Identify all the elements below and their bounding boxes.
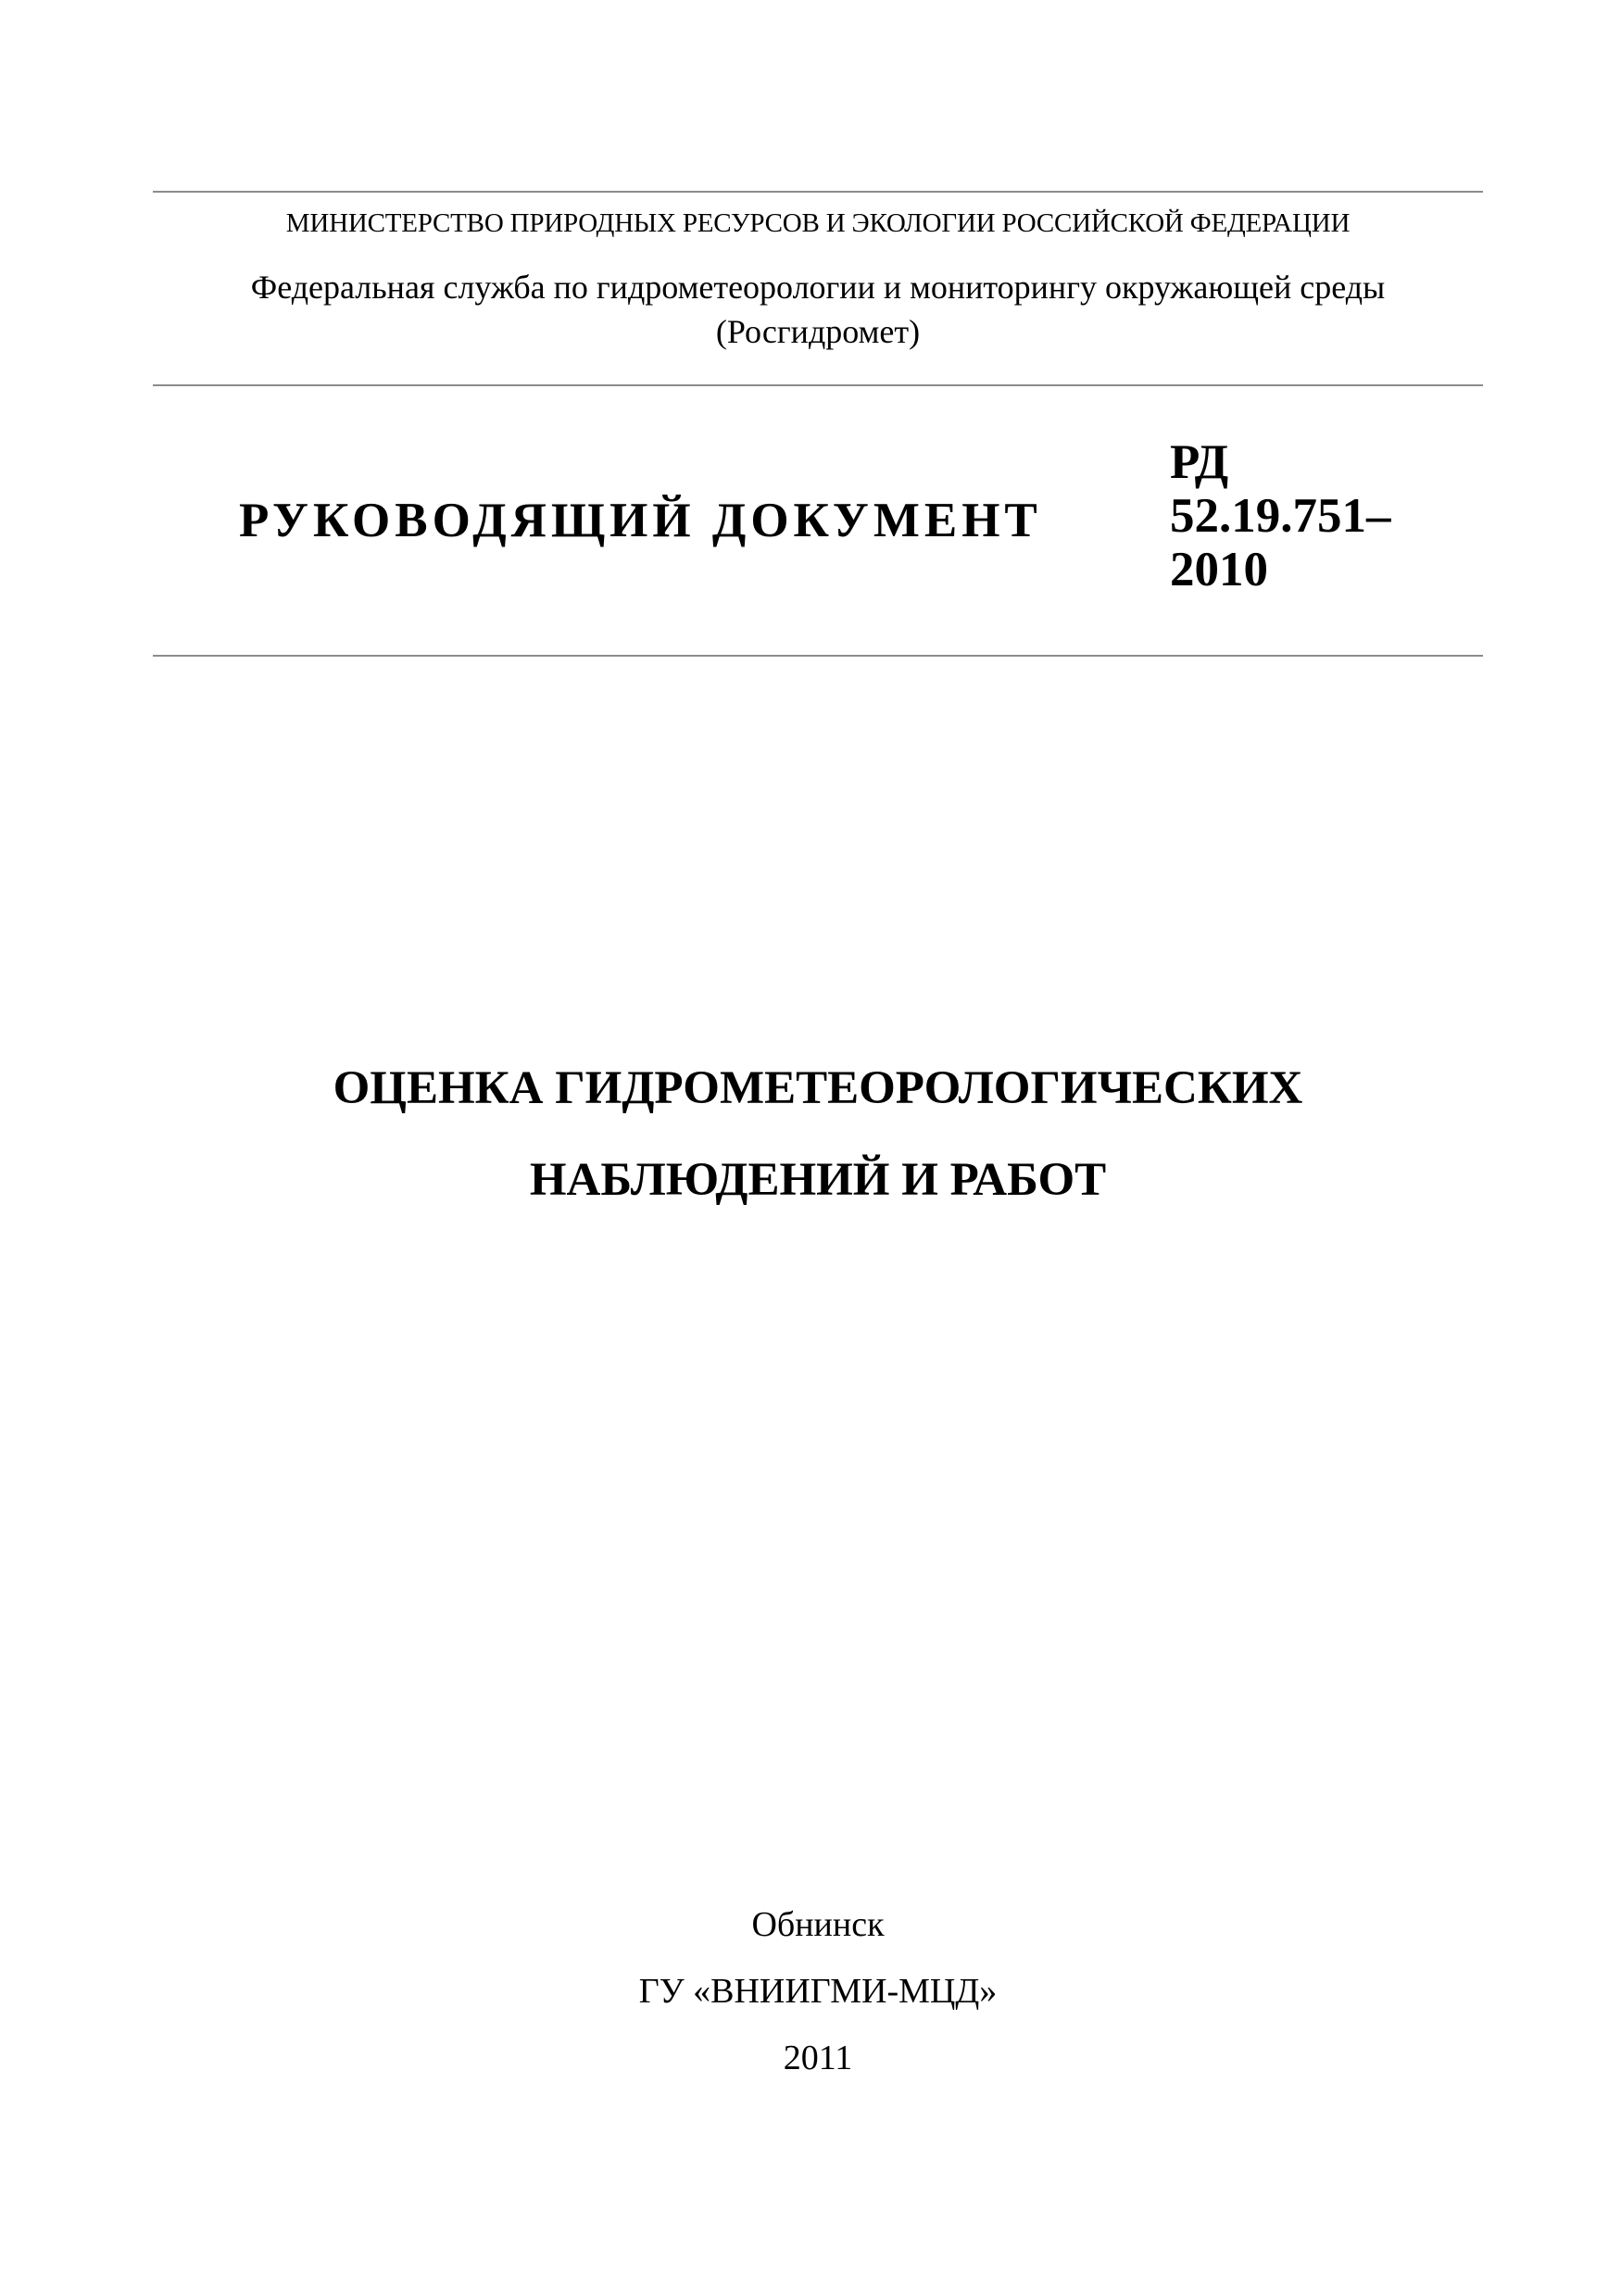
page-title-line: ОЦЕНКА ГИДРОМЕТЕОРОЛОГИЧЕСКИХ [333,1062,1303,1114]
document-code-year: 2010 [1170,543,1268,596]
imprint [153,1891,1483,2091]
service-name [153,265,1483,354]
document-type: РУКОВОДЯЩИЙ ДОКУМЕНТ [239,494,1042,547]
header-divider [153,384,1483,386]
page-title [153,1043,1483,1226]
top-divider [153,191,1483,193]
service-name-line: Федеральная служба по гидрометеорологии и мониторингу окружающей среды [250,269,1386,306]
imprint-city: Обнинск [751,1905,885,1944]
imprint-publisher: ГУ «ВНИИГМИ-МЦД» [638,1972,998,2011]
page-title-line: НАБЛЮДЕНИЙ И РАБОТ [529,1154,1107,1206]
document-code-prefix: РД [1170,435,1229,489]
document-code-number: 52.19.751– [1170,489,1391,543]
imprint-year: 2011 [783,2039,853,2077]
document-id-divider [153,655,1483,657]
ministry-name: МИНИСТЕРСТВО ПРИРОДНЫХ РЕСУРСОВ И ЭКОЛОГИИ РОССИЙСКОЙ ФЕДЕРАЦИИ [285,208,1351,238]
document-code [1170,435,1391,596]
service-abbreviation: (Росгидромет) [715,313,921,350]
